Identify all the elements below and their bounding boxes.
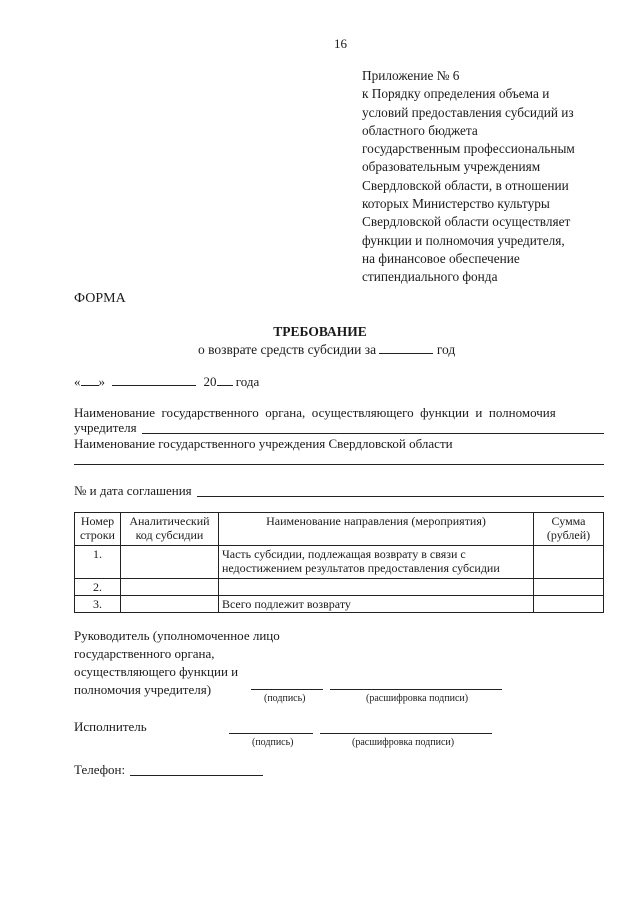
appendix-line: условий предоставления субсидий из (362, 104, 574, 120)
row-amount[interactable] (534, 546, 604, 579)
page-number: 16 (334, 36, 347, 51)
table-row (75, 546, 604, 579)
form-label: ФОРМА (74, 291, 126, 306)
subsidy-table (74, 512, 604, 613)
institution-name-field[interactable] (74, 464, 604, 465)
head-decryption-field[interactable] (330, 689, 502, 690)
row-amount[interactable] (534, 579, 604, 596)
appendix-line: на финансовое обеспечение (362, 250, 520, 266)
row-no: 2. (75, 579, 121, 596)
phone-field[interactable] (130, 775, 263, 776)
phone-label: Телефон: (74, 762, 126, 777)
row-no: 3. (75, 596, 121, 613)
appendix-line: Приложение № 6 (362, 68, 460, 83)
executor-signature-label: (подпись) (252, 737, 294, 748)
head-line: осуществляющего функции и (74, 664, 239, 679)
row-direction[interactable] (218, 579, 533, 596)
head-decryption-label: (расшифровка подписи) (366, 693, 469, 704)
head-line: государственного органа, (74, 646, 215, 661)
org-label-line1: Наименование государственного органа, осуществляющего функции и полномочия (74, 405, 556, 420)
year-suffix: года (235, 374, 260, 389)
head-line: Руководитель (уполномоченное лицо (74, 628, 280, 643)
row-code[interactable] (120, 579, 218, 596)
table-row (75, 579, 604, 596)
appendix-line: образовательным учреждениям (362, 159, 541, 175)
document-title: ТРЕБОВАНИЕ (273, 324, 367, 339)
org-label-line2: учредителя (74, 420, 137, 435)
appendix-line: областного бюджета (362, 122, 478, 138)
row-code[interactable] (120, 546, 218, 579)
date-line (74, 374, 259, 390)
executor-decryption-field[interactable] (320, 733, 492, 734)
day-blank[interactable] (81, 374, 99, 386)
header-amount: Сумма (рублей) (534, 513, 604, 546)
document-subtitle (198, 342, 455, 358)
row-no: 1. (75, 546, 121, 579)
row-amount[interactable] (534, 596, 604, 613)
appendix-line: которых Министерство культуры (362, 196, 550, 212)
appendix-line: стипендиального фонда (362, 269, 498, 285)
head-line: полномочия учредителя) (74, 682, 212, 697)
agreement-label: № и дата соглашения (74, 483, 192, 498)
header-row-no: Номер строки (75, 513, 121, 546)
appendix-line: Свердловской области, в отношении (362, 177, 569, 193)
open-quote: « (74, 374, 81, 389)
month-blank[interactable] (112, 374, 196, 386)
head-signature-field[interactable] (251, 689, 323, 690)
agreement-field[interactable] (197, 496, 604, 497)
appendix-line: государственным профессиональным (362, 141, 575, 157)
subtitle-prefix: о возврате средств субсидии за (198, 342, 377, 357)
row-direction: Часть субсидии, подлежащая возврату в связи с недостижением результатов предоставления субсидии (218, 546, 533, 579)
header-direction: Наименование направления (мероприятия) (218, 513, 533, 546)
appendix-line: к Порядку определения объема и (362, 86, 550, 102)
year-prefix: 20 (203, 374, 217, 389)
appendix-line: Свердловской области осуществляет (362, 214, 571, 230)
table-header-row (75, 513, 604, 546)
table-row (75, 596, 604, 613)
appendix-header (362, 67, 622, 287)
year-short-blank[interactable] (217, 374, 233, 386)
executor-label: Исполнитель (74, 719, 147, 734)
org-name-field[interactable] (142, 433, 604, 434)
row-direction: Всего подлежит возврату (218, 596, 533, 613)
institution-label: Наименование государственного учреждения Свердловской области (74, 436, 453, 451)
year-blank[interactable] (379, 342, 433, 354)
close-quote: » (98, 374, 105, 389)
head-signature-label: (подпись) (264, 693, 306, 704)
subtitle-suffix: год (436, 342, 456, 357)
header-code: Аналитический код субсидии (120, 513, 218, 546)
row-code[interactable] (120, 596, 218, 613)
head-block (74, 627, 280, 699)
appendix-line: функции и полномочия учредителя, (362, 232, 565, 248)
executor-decryption-label: (расшифровка подписи) (352, 737, 455, 748)
executor-signature-field[interactable] (229, 733, 313, 734)
